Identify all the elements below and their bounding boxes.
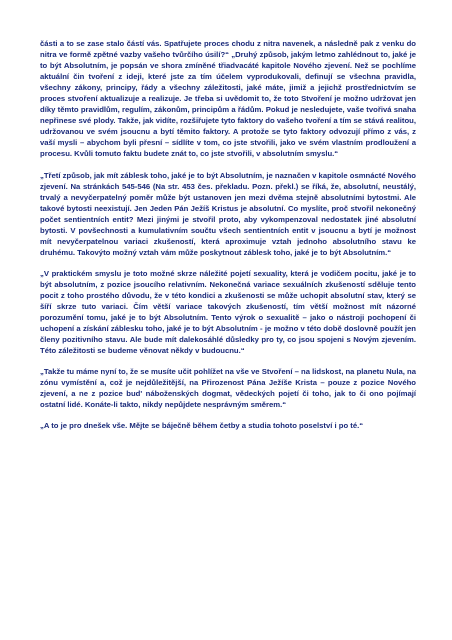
paragraph-5: „A to je pro dnešek vše. Mějte se báječně během četby a studia tohoto poselství i po té.“ bbox=[40, 421, 364, 431]
paragraph-4: „Takže tu máme nyní to, že se musíte učit pohlížet na vše ve Stvoření – na lidskost, na planetu Nula, na zónu vymístění a, což je nejdůležitější, na Přirozenost Pána Ježíše Krista – pouze z pozice Nového zjevení, a ne z pozice bud' náboženských dogmat, vědeckých pojetí či toho, jak to či ono pojímají ostatní lidé. Konáte-li takto, nikdy nepůjdete nesprávným směrem.“ bbox=[40, 367, 416, 410]
paragraph-2: „Třetí způsob, jak mít záblesk toho, jaké je to být Absolutním, je naznačen v kapitole osmnácté Nového zjevení. Na stránkách 545-546 (Na str. 453 čes. překladu. Pozn. překl.) se říká, že, absolutní, neustálý, trvalý a nevyčerpatelný poměr může být ustanoven jen mezi dvěma stejně absolutními bytostmi. Ale takové bytosti neexistují. Jen Jeden Pán Ježíš Kristus je absolutní. Co myslíte, proč stvořil nekonečný počet sentientních entit? Mezi jinými je stvořil proto, aby vykompenzoval nedostatek jiné absolutní bytosti. V povšechnosti a kumulativním součtu všech sentientních entit v jsoucnu a bytí je možnost mít nevyčerpatelnou variaci zkušeností, která aproximuje vztah jednoho absolutního stavu ke druhému. Takovýto možný vztah vám může poskytnout záblesk toho, jaké je to být Absolutním.“ bbox=[40, 170, 416, 257]
document-page bbox=[40, 38, 416, 432]
paragraph-1: části a to se zase stalo částí vás. Spatřujete proces chodu z nitra navenek, a následně pak z venku do nitra ve formě zpětné vazby vašeho tvůrčího úsilí?“ „Druhý způsob, jakým letmo zahlédnout to, jaké je to být Absolutním, je popsán ve shora zmíněné třiadvacáté kapitole Nového zjevení. Než se pochlíme aktuální čin tvoření z ideji, které jste za tím účelem vyprodukovali, definují se všechna pravidla, všechny zákony, principy, řády a všechny záležitosti, jaké máte, jimiž a jejichž prostřednictvím se proces stvoření aktualizuje a realizuje. Je třeba si uvědomit to, že toto Stvoření je možno udržovat jen díky těmto pravidlům, regulím, zákonům, principům a řádům. Pokud je nesledujete, vaše tvořivá snaha nepřinese své plody. Takže, jak vidíte, rozšiřujete tyto faktory do vašeho tvoření a tím se stává realitou, udržovanou ve svém jsoucnu a bytí těmito faktory. A protože se tyto faktory odvozují přímo z vás, z vaší mysli – abychom byli přesní – sídlíte v tom, co jste stvořili, jako ve svém vlastním prodloužení a procesu. Kvůli tomuto faktu budete znát to, co jste stvořili, v absolutním smyslu.“ bbox=[40, 39, 416, 159]
paragraph-3: „V praktickém smyslu je toto možné skrze náležité pojetí sexuality, která je vodičem pocitu, jaké je to být absolutním, z pozice jsoucího relativním. Nekonečná variace sexuálních zkušeností sděluje tento pocit z toho prostého důvodu, že v této kondici a zkušenosti se může uchopit absolutní stav, který se šíří skrze tuto variaci. Čím větší variace takových zkušeností, tím větší možnost mít názorné porozumění tomu, jaké je to být Absolutním. Tento výrok o sexualitě – jako o nástroji pochopení či uchopení a získání záblesku toho, jaké je to být Absolutním - je možno v této době doslovně použít jen členy pozitivního stavu. Ale bude mít dalekosáhlé důsledky pro ty, co jsou spojeni s Novým zjevením. Této záležitosti se budeme věnovat někdy v budoucnu.“ bbox=[40, 268, 416, 356]
